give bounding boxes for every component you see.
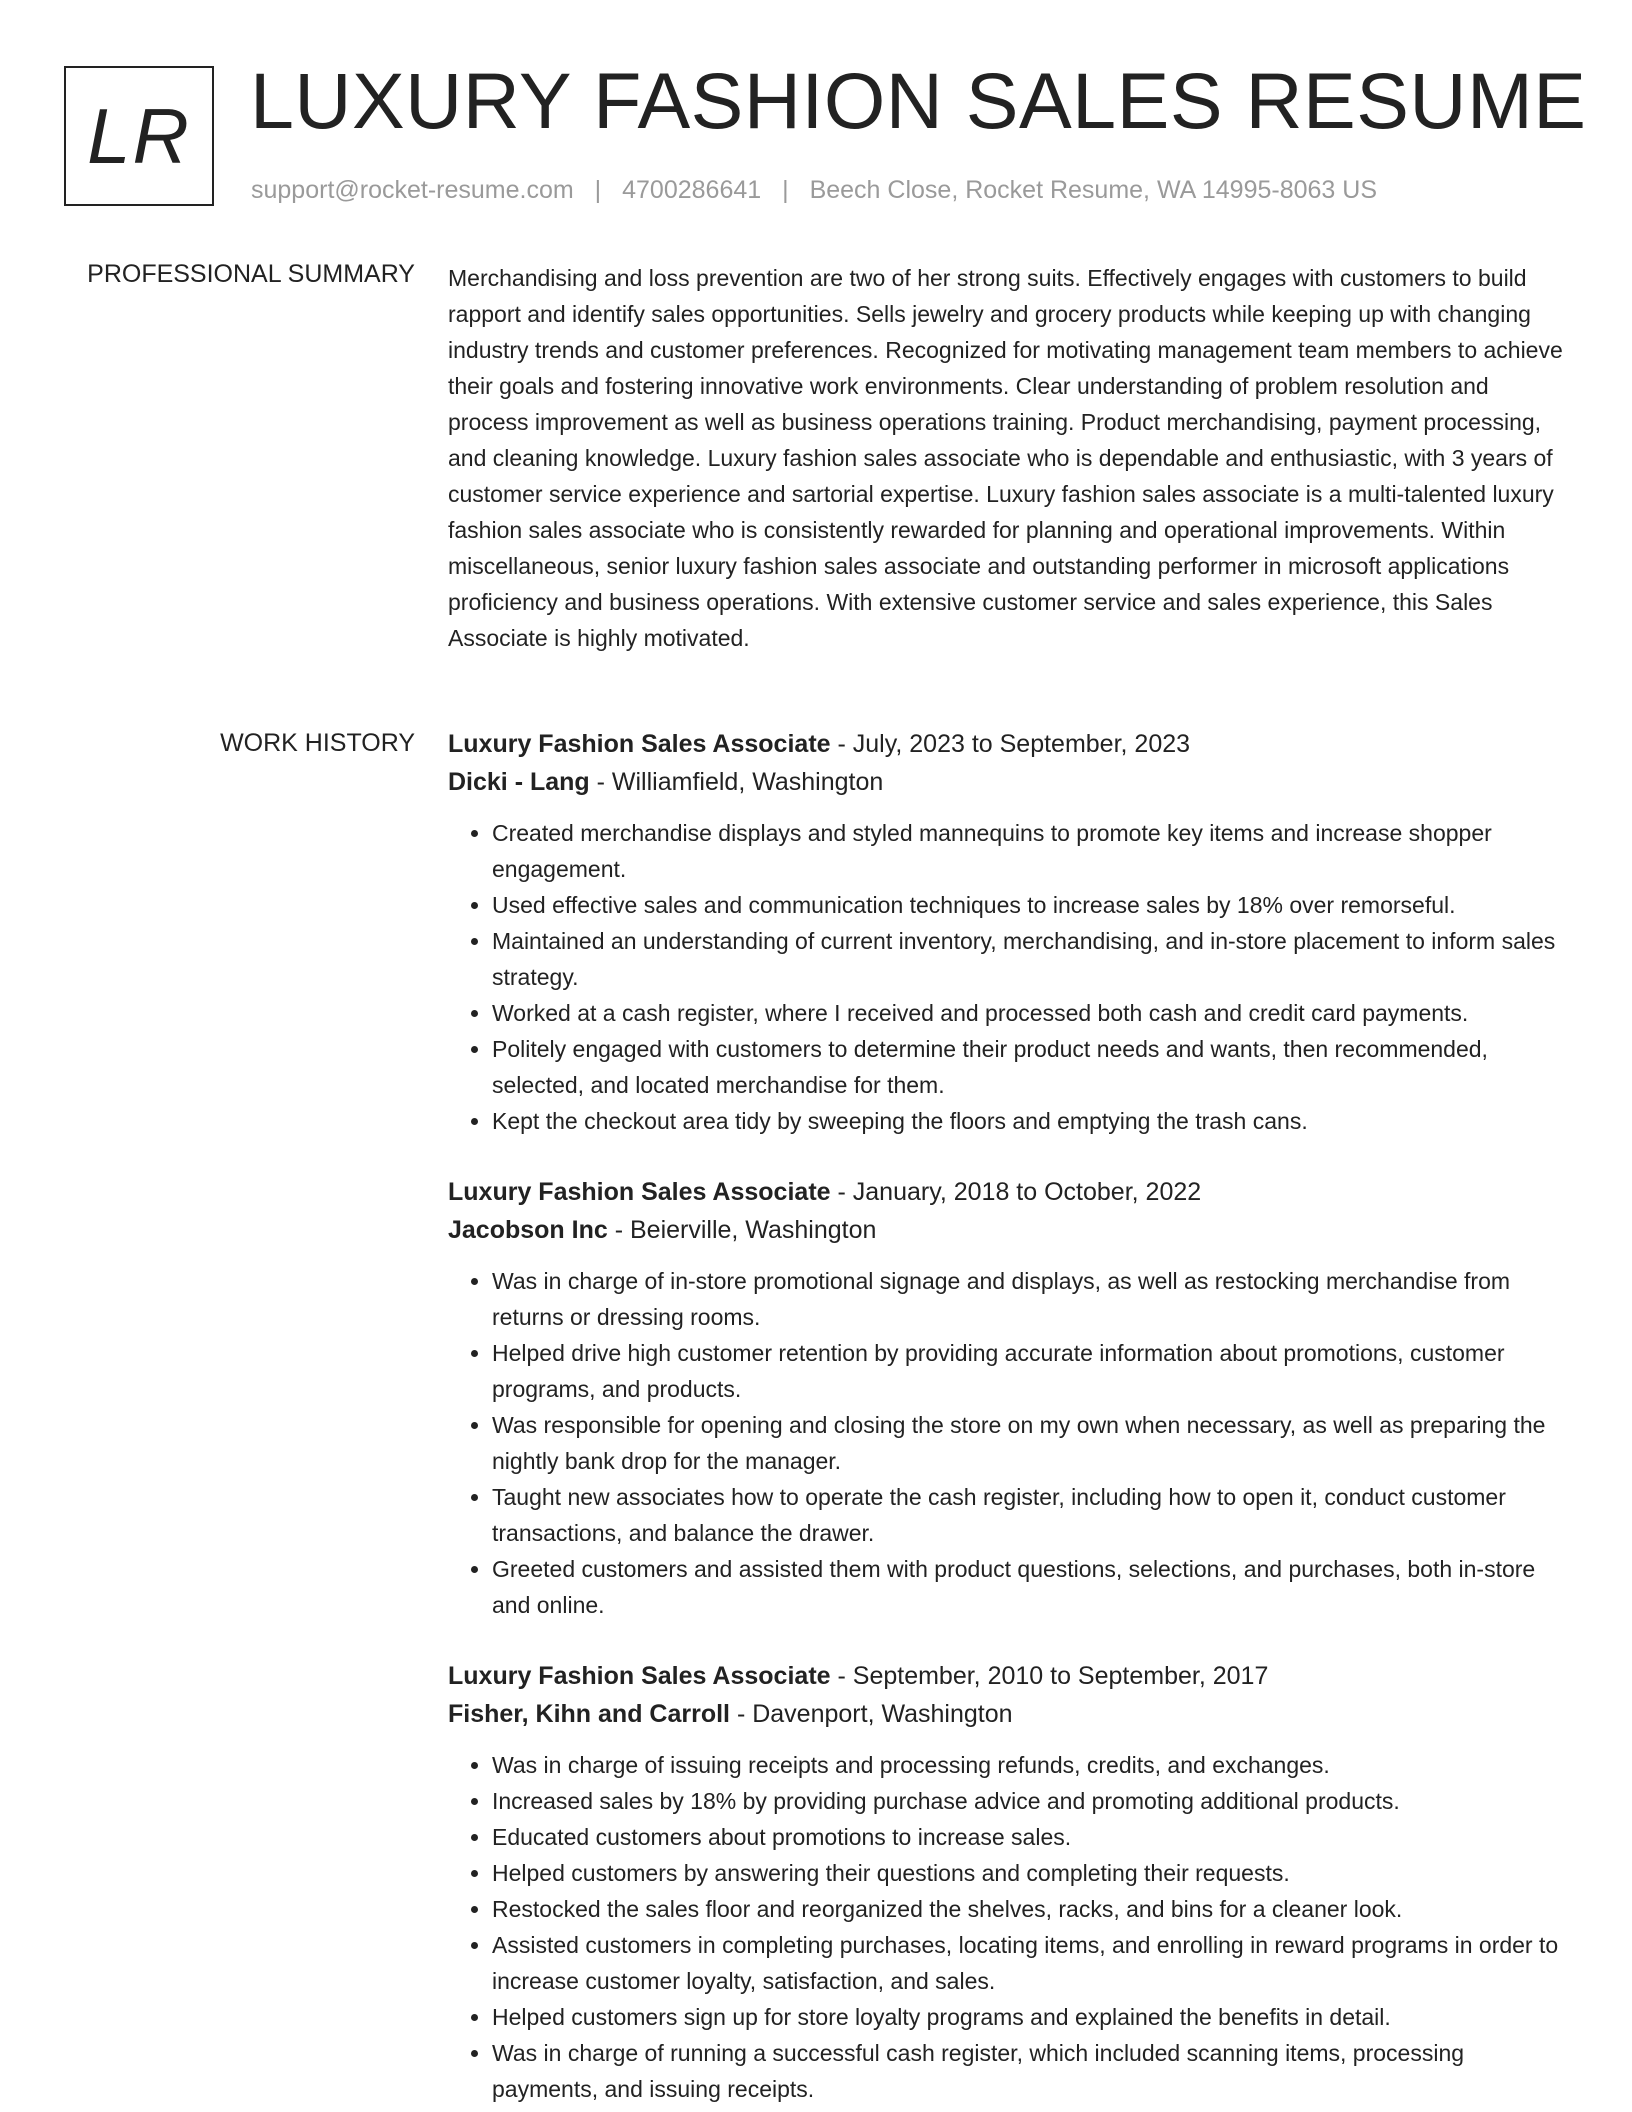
job-duty: • Assisted customers in completing purchases, locating items, and enrolling in reward programs in order to increase customer loyalty, satisfaction, and sales.	[492, 1927, 1568, 1999]
summary-text: Merchandising and loss prevention are two of her strong suits. Effectively engages with customers to build rapport and identify sales opportunities. Sells jewelry and grocery products while keeping up with changing industry trends and customer preferences. Recognized for motivating management team members to achieve their goals and fostering innovative work environments. Clear understanding of problem resolution and process improvement as well as business operations training. Product merchandising, payment processing, and cleaning knowledge. Luxury fashion sales associate who is dependable and enthusiastic, with 3 years of customer service experience and sartorial expertise. Luxury fashion sales associate is a multi-talented luxury fashion sales associate who is consistently rewarded for planning and operational improvements. Within miscellaneous, senior luxury fashion sales associate and outstanding performer in microsoft applications proficiency and business operations. With extensive customer service and sales experience, this Sales Associate is highly motivated.	[448, 265, 1563, 651]
job-duty: • Maintained an understanding of current inventory, merchandising, and in-store placement to inform sales strategy.	[492, 923, 1568, 995]
resume-title: LUXURY FASHION SALES RESUME	[250, 56, 1587, 145]
job-company-line	[448, 763, 1568, 801]
job-title-line	[448, 725, 1568, 763]
job-dates: - January, 2018 to October, 2022	[837, 1178, 1202, 1206]
contact-phone: 4700286641	[622, 176, 762, 204]
job-duty: • Helped customers sign up for store loyalty programs and explained the benefits in detail.	[492, 1999, 1568, 2035]
job-duty: • Increased sales by 18% by providing purchase advice and promoting additional products.	[492, 1783, 1568, 1819]
job-duty: • Was responsible for opening and closing the store on my own when necessary, as well as preparing the nightly bank drop for the manager.	[492, 1407, 1568, 1479]
job-dates: - July, 2023 to September, 2023	[837, 730, 1191, 758]
job-duty: • Worked at a cash register, where I received and processed both cash and credit card payments.	[492, 995, 1568, 1031]
job-duty: • Helped drive high customer retention by providing accurate information about promotions, customer programs, and products.	[492, 1335, 1568, 1407]
contact-line	[251, 175, 1377, 205]
work-history-heading: WORK HISTORY	[220, 729, 415, 757]
job-duty: • Was in charge of in-store promotional signage and displays, as well as restocking merchandise from returns or dressing rooms.	[492, 1263, 1568, 1335]
monogram-initials: LR	[87, 91, 191, 180]
job-entry	[448, 1657, 1568, 2107]
job-duty: • Taught new associates how to operate the cash register, including how to open it, conduct customer transactions, and balance the drawer.	[492, 1479, 1568, 1551]
job-duties	[448, 1747, 1568, 2107]
job-dates: - September, 2010 to September, 2017	[837, 1662, 1269, 1690]
monogram-logo	[64, 66, 214, 206]
job-title: Luxury Fashion Sales Associate	[448, 1178, 831, 1206]
summary-heading: PROFESSIONAL SUMMARY	[87, 260, 415, 288]
job-duty: • Created merchandise displays and styled mannequins to promote key items and increase shopper engagement.	[492, 815, 1568, 887]
job-company: Jacobson Inc	[448, 1216, 608, 1244]
job-title-line	[448, 1173, 1568, 1211]
job-company: Dicki - Lang	[448, 768, 590, 796]
job-title-line	[448, 1657, 1568, 1695]
job-location: - Williamfield, Washington	[596, 768, 884, 796]
job-duties	[448, 815, 1568, 1139]
job-company-line	[448, 1211, 1568, 1249]
job-title: Luxury Fashion Sales Associate	[448, 1662, 831, 1690]
job-title: Luxury Fashion Sales Associate	[448, 730, 831, 758]
job-duty: • Kept the checkout area tidy by sweeping the floors and emptying the trash cans.	[492, 1103, 1568, 1139]
job-duties	[448, 1263, 1568, 1623]
job-entry	[448, 1173, 1568, 1623]
contact-separator: |	[782, 176, 789, 204]
job-company-line	[448, 1695, 1568, 1733]
work-history-list	[448, 725, 1568, 2112]
contact-email: support@rocket-resume.com	[251, 176, 574, 204]
job-duty: • Helped customers by answering their questions and completing their requests.	[492, 1855, 1568, 1891]
job-duty: • Greeted customers and assisted them with product questions, selections, and purchases, both in-store and online.	[492, 1551, 1568, 1623]
job-location: - Beierville, Washington	[614, 1216, 877, 1244]
job-duty: • Politely engaged with customers to determine their product needs and wants, then recommended, selected, and located merchandise for them.	[492, 1031, 1568, 1103]
job-duty: • Was in charge of issuing receipts and processing refunds, credits, and exchanges.	[492, 1747, 1568, 1783]
job-duty: • Educated customers about promotions to increase sales.	[492, 1819, 1568, 1855]
job-duty: • Restocked the sales floor and reorganized the shelves, racks, and bins for a cleaner look.	[492, 1891, 1568, 1927]
job-entry	[448, 725, 1568, 1139]
job-duty: • Was in charge of running a successful cash register, which included scanning items, processing payments, and issuing receipts.	[492, 2035, 1568, 2107]
job-duty: • Used effective sales and communication techniques to increase sales by 18% over remorseful.	[492, 887, 1568, 923]
job-company: Fisher, Kihn and Carroll	[448, 1700, 730, 1728]
job-location: - Davenport, Washington	[736, 1700, 1013, 1728]
contact-separator: |	[594, 176, 602, 204]
contact-address: Beech Close, Rocket Resume, WA 14995-8063 US	[809, 176, 1377, 204]
